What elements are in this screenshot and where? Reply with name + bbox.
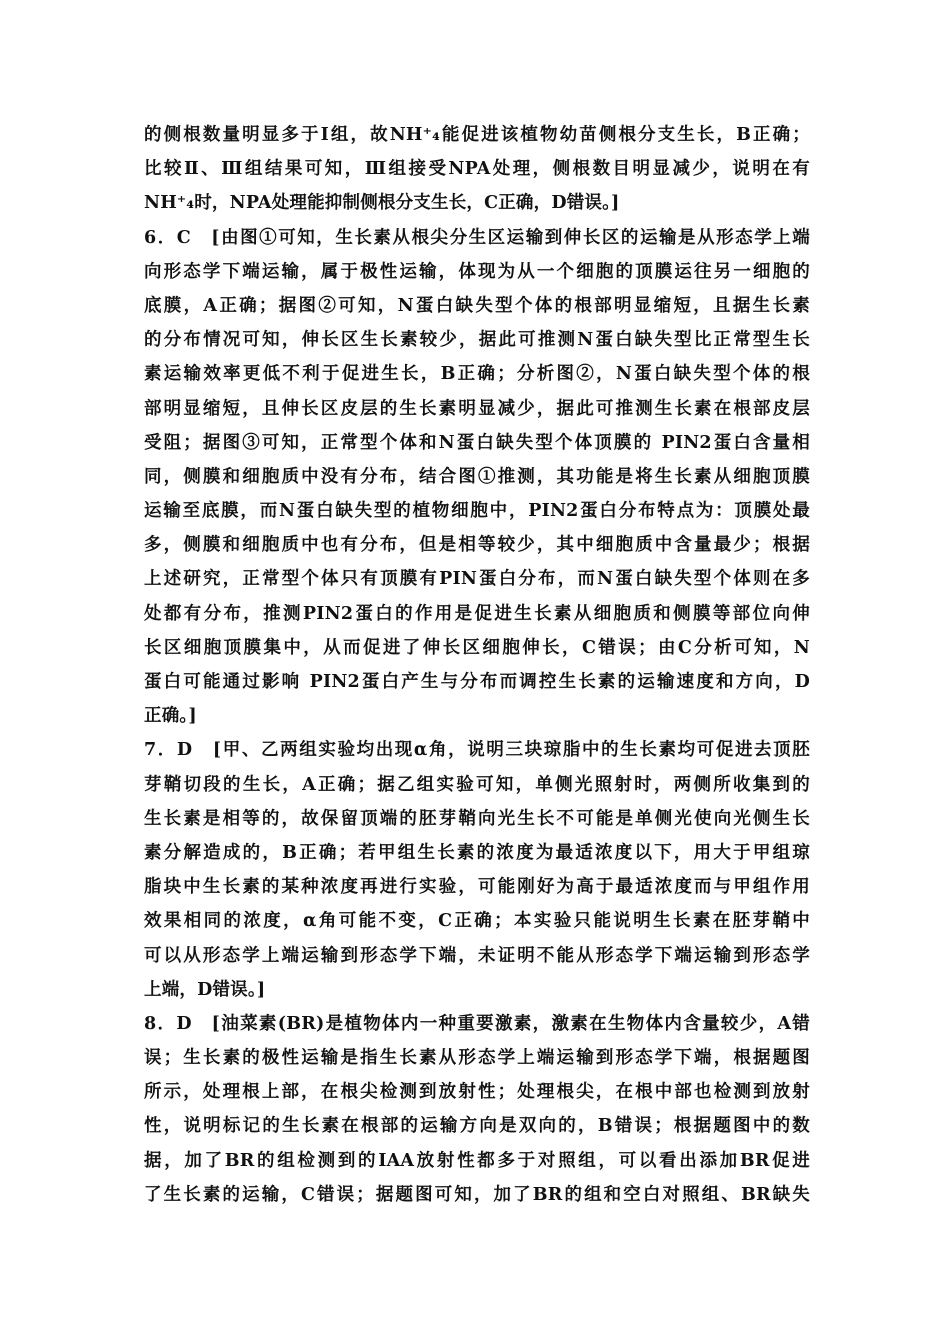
text-line: 上端，D错误。] xyxy=(144,979,266,1000)
text-line: 可以从形态学上端运输到形态学下端，未证明不能从形态学下端运输到形态学 xyxy=(144,945,810,966)
text-line: 底膜，A正确；据图②可知，N蛋白缺失型个体的根部明显缩短，且据生长素 xyxy=(144,295,810,316)
text-line: 的分布情况可知，伸长区生长素较少，据此可推测N蛋白缺失型比正常型生长 xyxy=(144,330,810,351)
text-line: 向形态学下端运输，属于极性运输，体现为从一个细胞的顶膜运往另一细胞的 xyxy=(144,261,810,282)
text-line: 蛋白可能通过影响 PIN2蛋白产生与分布而调控生长素的运输速度和方向，D xyxy=(144,672,810,692)
text-line: 受阻；据图③可知，正常型个体和N蛋白缺失型个体顶膜的 PIN2蛋白含量相 xyxy=(144,432,810,453)
text-line: 所示，处理根上部，在根尖检测到放射性；处理根尖，在根中部也检测到放射 xyxy=(144,1082,810,1103)
text-line: 上述研究，正常型个体只有顶膜有PIN蛋白分布，而N蛋白缺失型个体则在多 xyxy=(144,569,810,590)
text-line: 芽鞘切段的生长，A正确；据乙组实验可知，单侧光照射时，两侧所收集到的 xyxy=(144,774,810,795)
text-line: 8．D [油菜素(BR)是植物体内一种重要激素，激素在生物体内含量较少，A错 xyxy=(144,1013,810,1034)
text-line: 多，侧膜和细胞质中也有分布，但是相等较少，其中细胞质中含量最少；根据 xyxy=(144,535,810,556)
text-line: 部明显缩短，且伸长区皮层的生长素明显减少，据此可推测生长素在根部皮层 xyxy=(144,398,810,419)
text-line: 长区细胞顶膜集中，从而促进了伸长区细胞伸长，C错误；由C分析可知，N xyxy=(144,637,810,658)
answer-explanation-text xyxy=(144,118,810,1212)
text-line: 同，侧膜和细胞质中没有分布，结合图①推测，其功能是将生长素从细胞顶膜 xyxy=(144,466,810,487)
text-line: 了生长素的运输，C错误；据题图可知，加了BR的组和空白对照组、BR缺失 xyxy=(144,1184,810,1205)
text-line: 素运输效率更低不利于促进生长，B正确；分析图②，N蛋白缺失型个体的根 xyxy=(144,364,810,385)
text-line: 脂块中生长素的某种浓度再进行实验，可能刚好为高于最适浓度而与甲组作用 xyxy=(144,877,810,898)
text-line: 生长素是相等的，故保留顶端的胚芽鞘向光生长不可能是单侧光使向光侧生长 xyxy=(144,808,810,829)
text-line: 效果相同的浓度，α角可能不变，C正确；本实验只能说明生长素在胚芽鞘中 xyxy=(144,911,810,932)
text-line: 正确。] xyxy=(144,706,197,727)
text-line: NH⁺₄时，NPA处理能抑制侧根分支生长，C正确，D错误。] xyxy=(144,193,620,214)
text-line: 素分解造成的，B正确；若甲组生长素的浓度为最适浓度以下，用大于甲组琼 xyxy=(144,842,810,863)
text-line: 的侧根数量明显多于Ⅰ组，故NH⁺₄能促进该植物幼苗侧根分支生长，B正确； xyxy=(144,125,810,145)
text-line: 比较Ⅱ、Ⅲ组结果可知，Ⅲ组接受NPA处理，侧根数目明显减少，说明在有 xyxy=(144,159,810,180)
text-line: 运输至底膜，而N蛋白缺失型的植物细胞中，PIN2蛋白分布特点为：顶膜处最 xyxy=(144,501,810,522)
text-line: 7．D [甲、乙两组实验均出现α角，说明三块琼脂中的生长素均可促进去顶胚 xyxy=(144,740,810,761)
text-line: 性，说明标记的生长素在根部的运输方向是双向的，B错误；根据题图中的数 xyxy=(144,1116,810,1137)
text-line: 6．C [由图①可知，生长素从根尖分生区运输到伸长区的运输是从形态学上端 xyxy=(144,227,810,248)
text-line: 误；生长素的极性运输是指生长素从形态学上端运输到形态学下端，根据题图 xyxy=(144,1048,810,1069)
text-line: 处都有分布，推测PIN2蛋白的作用是促进生长素从细胞质和侧膜等部位向伸 xyxy=(144,603,810,624)
text-line: 据，加了BR的组检测到的IAA放射性都多于对照组，可以看出添加BR促进 xyxy=(144,1150,810,1171)
